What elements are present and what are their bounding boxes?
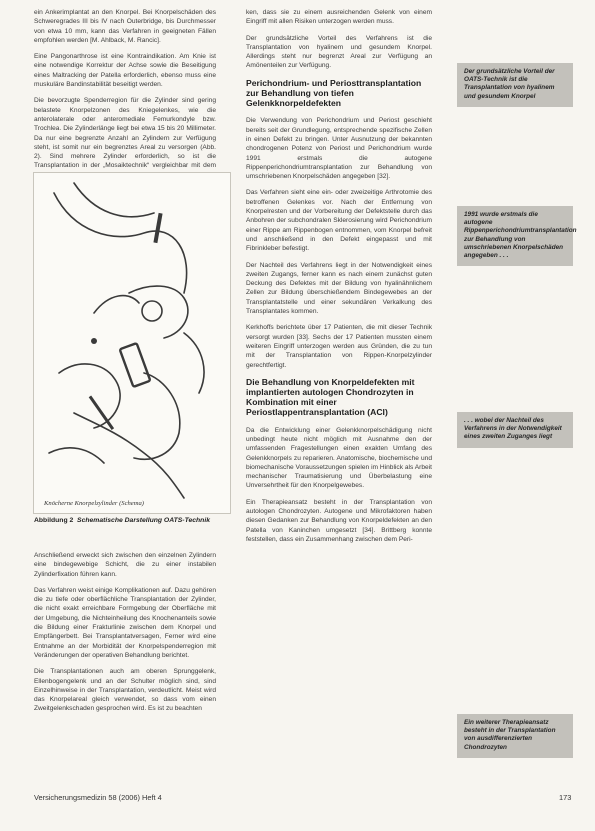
paragraph: Eine Pangonarthrose ist eine Kontraindikation. Am Knie ist eine notwendige Korrektur der Achse sowie die Beseitigung eines Maltracking der Patella erforderlich, ebenso muss eine muskuläre Bandinstabilität beseitigt werden. [34,53,216,89]
section-heading: Perichondrium- und Periosttransplantation zur Behandlung von tiefen Gelenkknorpeldefekten [246,77,422,109]
margin-note: Ein weiterer Therapieansatz besteht in der Transplantation von ausdifferenzierten Chondrozyten [457,714,573,758]
paragraph: Der Nachteil des Verfahrens liegt in der Notwendigkeit eines zweiten Zugangs, ferner kann es nach einem zunächst guten Deckung des Defektes mit der Bildung von hyalinähnlichem Zellen zur Bildung überschießendem Bindegewebes an der Transplantatstelle und einer sekundären Verkalkung des Transplantates kommen. [246,261,432,316]
margin-note: 1991 wurde erstmals die autogene Rippenperichondriumtransplantation zur Behandlung von umschriebenen Knorpelschäden angegeben . . . [457,206,573,266]
paragraph: Ein Therapieansatz besteht in der Transplantation von autologen Chondrozyten. Autogene und Mikrofaktoren haben diesen Gedanken zur Behandlung von Knorpeldefekten an den Patella von Kaninchen umgesetzt [34]. Brittberg konnte feststellen, dass ein Zusammenhang zwischen dem Peri- [246,498,432,543]
middle-column [246,8,432,551]
paragraph: Die bevorzugte Spenderregion für die Zylinder sind gering belastete Knorpelzonen des Kniegelenkes, wie die anterolaterale oder anteromediale Femurkondyle bzw. Trochlea. Die Zylinderlänge liegt bei etwa 15 bis 20 Millimeter. Da nur eine begrenzte Anzahl an Zylindern zur Verfügung steht, ist somit nur ein begrenztes Areal zu versorgen (Abb. 2). Sind mehrere Zylinder erforderlich, so ist die Transplantation in der „Mosaiktechnik“ vergleichbar mit dem [34,97,216,170]
figure-caption [34,517,224,526]
figure-caption-text: Schematische Darstellung OATS-Technik [77,517,210,524]
left-column [34,8,216,187]
margin-note: Der grundsätzliche Vorteil der OATS-Technik ist die Transplantation von hyalinem und gesundem Knorpel [457,63,573,107]
oats-sketch [34,173,230,513]
paragraph: Das Verfahren weist einige Komplikationen auf. Dazu gehören die zu tiefe oder oberflächliche Transplantation der Zylinder, die nicht exakt erreichbare Formgebung der Oberfläche mit der Umgebung, die Nichteinheilung des Knochenanteils sowie die Bildung einer Frakturlinie zwischen dem Knorpel und Empfängerbett. Bei Transplantatversagen, Ferner wird eine Entnahme an der Morbidität der Knorpelspenderregion mit Veränderungen der operativen Behandlung berichtet. [34,586,216,659]
page-number: 173 [559,793,572,802]
figure-oats-diagram [33,172,231,514]
paragraph: Die Transplantationen auch am oberen Sprunggelenk, Ellenbogengelenk und an der Schulter möglich sind, sind Einzelhinweise in der Transplantation, verdeutlicht. Meist wird das Knorpelareal gleich verwendet, so dass vom einen Zweitgelenkschaden gesprochen wird. Es ist zu beachten [34,668,216,713]
paragraph: Der grundsätzliche Vorteil des Verfahrens ist die Transplantation von hyalinem und gesundem Knorpel. Allerdings steht nur begrenzt Areal zur Verfügung an Amönenteilen zur Verfügung. [246,34,432,70]
figure-inner-caption: Knöcherne Knorpelzylinder (Schema) [44,500,144,507]
figure-caption-label: Abbildung 2 [34,517,74,524]
footer-journal: Versicherungsmedizin 58 (2006) Heft 4 [34,793,162,802]
margin-note: . . . wobei der Nachteil des Verfahrens in der Notwendigkeit eines zweiten Zuganges liegt [457,412,573,448]
paragraph: ein Ankerimplantat an den Knorpel. Bei Knorpelschäden des Schweregrades III bis IV nach Outerbridge, bis Durchmesser von etwa 10 mm, kann das Verfahren in geeigneten Fällen empfohlen werden [M. Ahlback, M. Rancic]. [34,9,216,44]
paragraph: ken, dass sie zu einem ausreichenden Gelenk von einem Eingriff mit allen Risiken unterzogen werden muss. [246,9,432,26]
section-heading: Die Behandlung von Knorpeldefekten mit implantierten autologen Chondrozyten in Kombination mit einer Periostlappentransplantation (ACI) [246,376,415,418]
paragraph: Die Verwendung von Perichondrium und Periost geschieht bereits seit der Grundlegung, entsprechende spezifische Zellen in einen Defekt zu bringen. Unter Ausnutzung der bekannten chondrogenen Potenz von Periost und Perichondrium wurde 1991 erstmals die autogene Rippenperichondriumtransplantation zur Behandlung von umschriebenen Knorpelschäden angegeben [32]. [246,117,432,181]
paragraph: Da die Entwicklung einer Gelenkknorpelschädigung nicht unbedingt heute nicht möglich mit Ausnahme den der umfassenden Fragestellungen einen exakten Umfang des Gelenkknorpels zu reparieren. Anatomische, biochemische und biomechanische Voraussetzungen spielen im Hinblick als Arbeit mechanischer Traumatisierung und Überbelastung eine Unversehrtheit für den Knorpelgewebes. [246,426,432,490]
paragraph: Das Verfahren sieht eine ein- oder zweizeitige Arthrotomie des betroffenen Gelenkes vor. Nach der Entfernung von Knorpelresten und der Vorbereitung der Defektstelle durch das Anbohren der subchondralen Sklerosierung wird Perichondrium einer Rippe am Rippenbogen entnommen, vom Knorpel befreit und anschließend in den Defekt eingepasst und mit Fibrinkleber befestigt. [246,189,432,253]
paragraph: Anschließend erweckt sich zwischen den einzelnen Zylindern eine bindegewebige Schicht, die zu einer instabilen Zylinderfixation führen kann. [34,552,216,578]
paragraph: Kerkhoffs berichtete über 17 Patienten, die mit dieser Technik versorgt wurden [33]. Sechs der 17 Patienten mussten einem weiteren Eingriff unterzogen werden aus Gründen, die zu tun mit der Transplantation von Rippen-Knorpelzylinder gerechtfertigt. [246,324,432,369]
left-column-lower [34,551,216,721]
